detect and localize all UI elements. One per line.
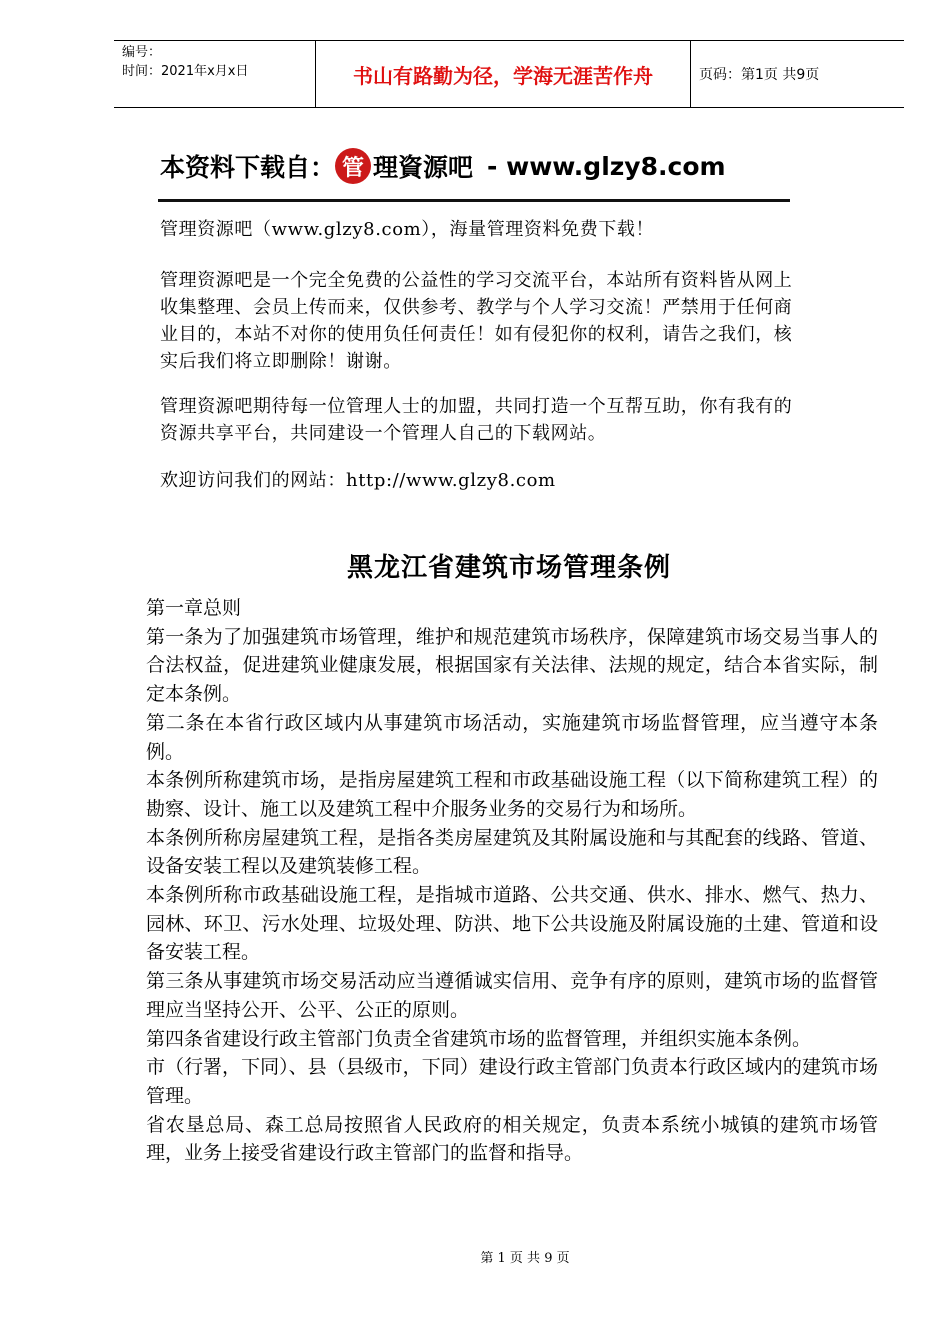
- promo-block-2: [160, 267, 800, 375]
- header-page-info: 页码：第1页 共9页: [699, 67, 820, 83]
- document-title: 黑龙江省建筑市场管理条例: [346, 553, 671, 583]
- site-logo-icon: 管: [335, 148, 371, 184]
- document-title-wrap: [0, 547, 950, 584]
- promo-block-3: [160, 393, 800, 447]
- number-label: 编号：: [122, 45, 162, 60]
- banner-rule: [158, 199, 790, 202]
- promo-line-1: [160, 216, 800, 243]
- banner-site-name: 理資源吧: [373, 153, 474, 182]
- download-banner: [160, 146, 800, 186]
- chapter-heading: 第一章总则: [146, 597, 242, 619]
- paragraph: 市（行署，下同）、县（县级市，下同）建设行政主管部门负责本行政区域内的建筑市场管理。: [146, 1056, 878, 1107]
- page-footer: [0, 1247, 950, 1266]
- paragraph: 省农垦总局、森工总局按照省人民政府的相关规定，负责本系统小城镇的建筑市场管理，业务上接受省建设行政主管部门的监督和指导。: [146, 1113, 878, 1165]
- paragraph: 第二条在本省行政区域内从事建筑市场活动，实施建筑市场监督管理，应当遵守本条例。: [146, 711, 878, 763]
- promo-text: 管理资源吧期待每一位管理人士的加盟，共同打造一个互帮互助，你有我有的资源共享平台，共同建设一个管理人自己的下载网站。: [160, 396, 793, 444]
- paragraph: 第四条省建设行政主管部门负责全省建筑市场的监督管理，并组织实施本条例。: [146, 1027, 812, 1050]
- promo-link[interactable]: 欢迎访问我们的网站：http://www.glzy8.com: [160, 470, 556, 491]
- banner-prefix: 本资料下载自：: [160, 153, 336, 182]
- promo-text: 管理资源吧（www.glzy8.com），海量管理资料免费下载！: [160, 219, 655, 240]
- time-label: 时间：2021年x月x日: [122, 64, 249, 79]
- header-meta: [114, 41, 314, 107]
- promo-text: 管理资源吧是一个完全免费的公益性的学习交流平台，本站所有资料皆从网上收集整理、会员上传而来，仅供参考、教学与个人学习交流！严禁用于任何商业目的，本站不对你的使用负任何责任！如有侵犯你的权利，请告之我们，核实后我们将立即删除！谢谢。: [160, 270, 793, 372]
- paragraph: 本条例所称房屋建筑工程，是指各类房屋建筑及其附属设施和与其配套的线路、管道、设备安装工程以及建筑装修工程。: [146, 826, 878, 878]
- promo-line-4: [160, 467, 800, 494]
- footer-page-number: 第 1 页 共 9 页: [480, 1251, 570, 1266]
- header-table: [114, 40, 904, 108]
- banner-url[interactable]: - www.glzy8.com: [487, 151, 726, 181]
- document-body: [146, 594, 878, 1168]
- paragraph: 第一条为了加强建筑市场管理，维护和规范建筑市场秩序，保障建筑市场交易当事人的合法权益，促进建筑业健康发展，根据国家有关法律、法规的规定，结合本省实际，制定本条例。: [146, 625, 878, 706]
- paragraph: 第三条从事建筑市场交易活动应当遵循诚实信用、竞争有序的原则，建筑市场的监督管理应当坚持公开、公平、公正的原则。: [146, 970, 878, 1021]
- header-motto: 书山有路勤为径，学海无涯苦作舟: [353, 63, 653, 88]
- paragraph: 本条例所称建筑市场，是指房屋建筑工程和市政基础设施工程（以下简称建筑工程）的勘察、设计、施工以及建筑工程中介服务业务的交易行为和场所。: [146, 769, 878, 820]
- paragraph: 本条例所称市政基础设施工程，是指城市道路、公共交通、供水、排水、燃气、热力、园林、环卫、污水处理、垃圾处理、防洪、地下公共设施及附属设施的土建、管道和设备安装工程。: [146, 884, 878, 964]
